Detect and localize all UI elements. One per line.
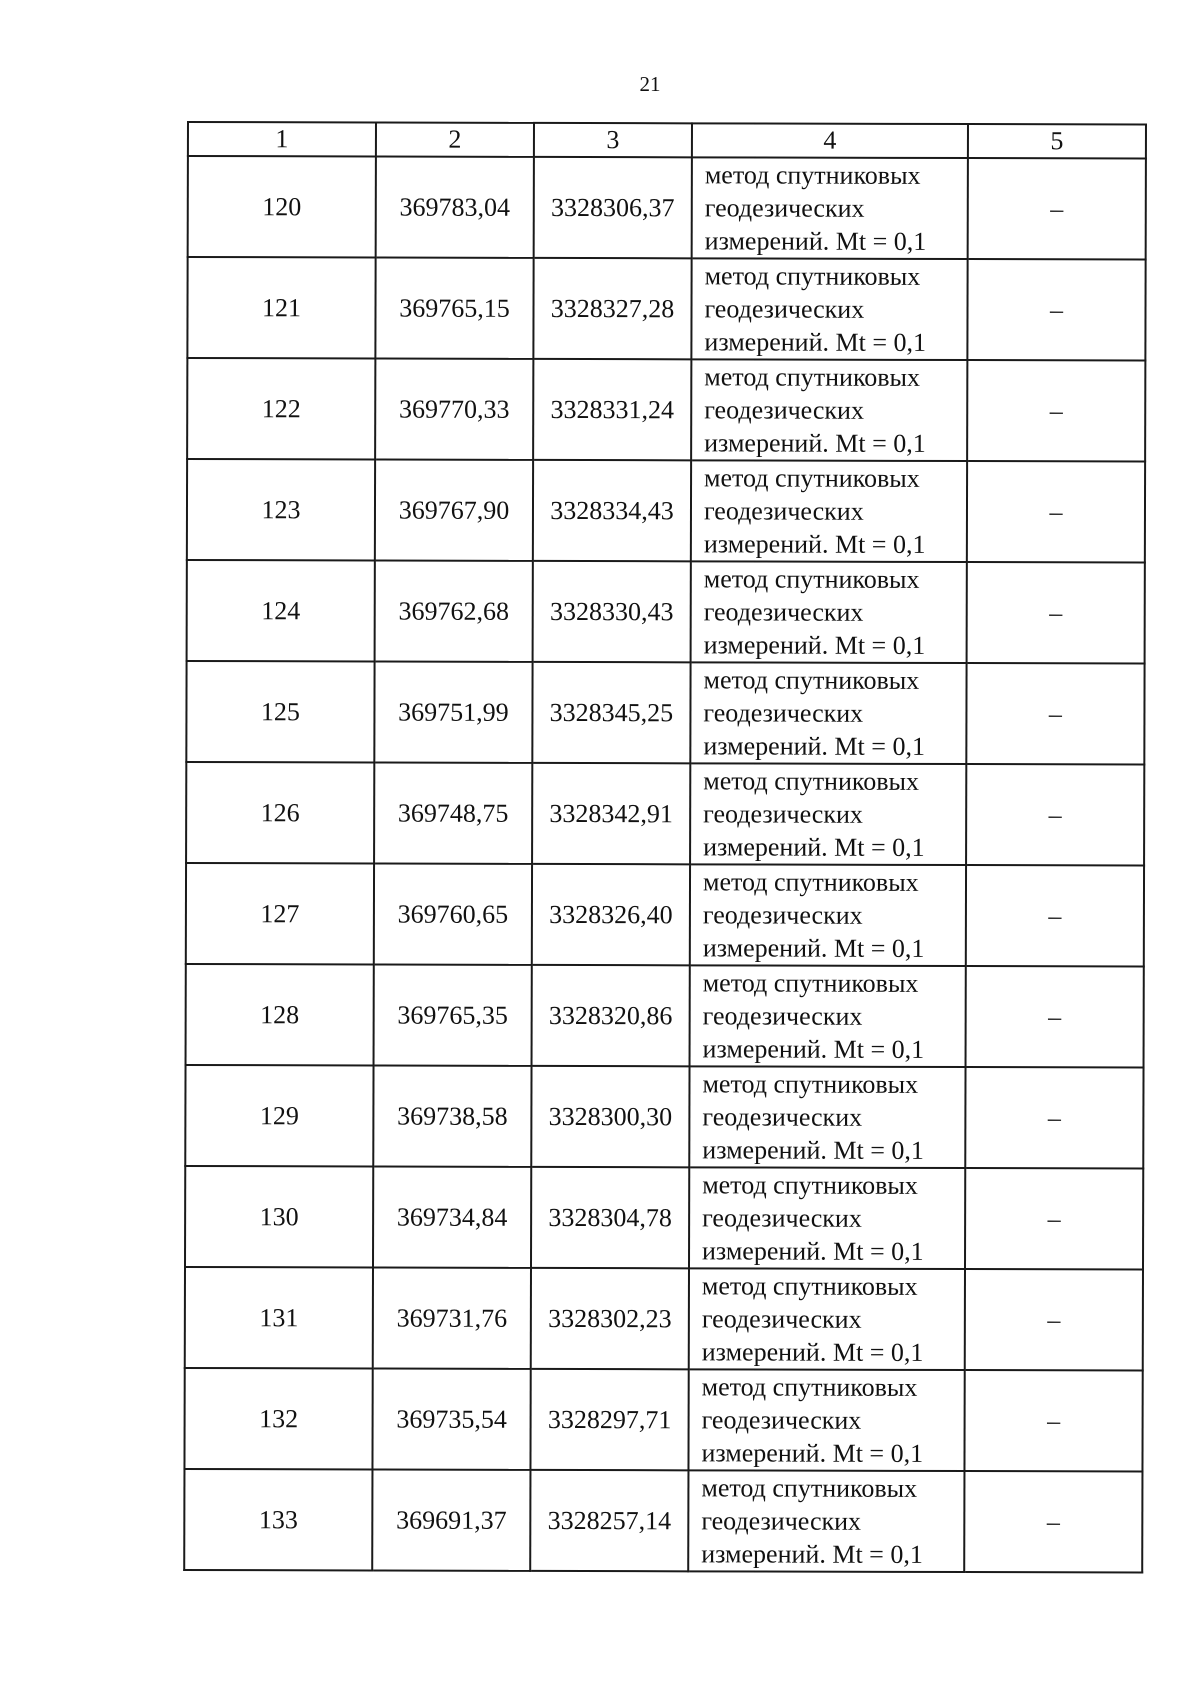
method-line: измерений. Mt = 0,1 [702, 1034, 925, 1064]
y-coordinate-cell: 3328302,23 [531, 1268, 689, 1369]
point-number-cell: 130 [185, 1166, 373, 1267]
x-coordinate-cell: 369760,65 [374, 863, 532, 964]
y-coordinate-cell: 3328331,24 [533, 359, 691, 460]
x-coordinate-cell: 369691,37 [372, 1469, 530, 1570]
point-number-cell: 126 [186, 762, 374, 863]
page-number: 21 [639, 72, 661, 96]
x-coordinate-cell: 369735,54 [372, 1368, 530, 1469]
method-line: геодезических [701, 1405, 862, 1435]
header-row [188, 122, 1146, 159]
method-line: метод спутниковых [702, 1069, 919, 1099]
method-line: измерений. Mt = 0,1 [702, 1236, 924, 1266]
method-cell [688, 1470, 964, 1572]
method-line: метод спутниковых [702, 867, 919, 897]
note-cell: – [965, 1067, 1143, 1168]
method-line: геодезических [701, 1304, 862, 1334]
method-line: измерений. Mt = 0,1 [702, 933, 925, 963]
method-line: метод спутниковых [703, 766, 920, 796]
method-cell [691, 460, 967, 562]
point-number-cell: 129 [185, 1065, 373, 1166]
note-cell: – [967, 259, 1145, 360]
x-coordinate-cell: 369738,58 [373, 1065, 531, 1166]
method-line: метод спутниковых [704, 463, 920, 493]
coordinates-table [183, 121, 1147, 1574]
method-line: геодезических [704, 395, 865, 425]
x-coordinate-cell: 369783,04 [376, 156, 534, 257]
x-coordinate-cell: 369765,15 [375, 257, 533, 358]
x-coordinate-cell: 369731,76 [373, 1267, 531, 1368]
y-coordinate-cell: 3328334,43 [533, 460, 691, 561]
method-line: метод спутниковых [704, 362, 921, 392]
table-header [188, 122, 1146, 159]
method-line: геодезических [704, 294, 865, 324]
y-coordinate-cell: 3328342,91 [532, 763, 690, 864]
note-cell: – [966, 764, 1144, 865]
method-line: метод спутниковых [701, 1271, 918, 1301]
method-line: метод спутниковых [704, 160, 921, 190]
header-cell-3: 3 [534, 123, 692, 157]
method-line: метод спутниковых [701, 1372, 918, 1402]
y-coordinate-cell: 3328257,14 [530, 1470, 688, 1571]
method-line: геодезических [702, 1001, 863, 1031]
method-cell [689, 1268, 965, 1370]
method-cell [692, 157, 968, 259]
method-line: метод спутниковых [702, 968, 919, 998]
note-cell: – [966, 663, 1144, 764]
note-cell: – [964, 1471, 1142, 1572]
point-number-cell: 133 [184, 1469, 372, 1570]
table-row [186, 762, 1144, 866]
note-cell: – [968, 158, 1146, 259]
method-cell [689, 1167, 965, 1269]
x-coordinate-cell: 369762,68 [375, 560, 533, 661]
point-number-cell: 125 [186, 661, 374, 762]
method-cell [690, 864, 966, 966]
method-line: геодезических [703, 597, 864, 627]
table-row [188, 156, 1146, 260]
x-coordinate-cell: 369765,35 [374, 964, 532, 1065]
method-line: измерений. Mt = 0,1 [704, 226, 927, 256]
header-cell-1: 1 [188, 122, 376, 156]
point-number-cell: 131 [185, 1267, 373, 1368]
table-body [184, 156, 1146, 1573]
table-row [186, 863, 1144, 967]
point-number-cell: 120 [188, 156, 376, 257]
note-cell: – [964, 1370, 1142, 1471]
table-row [186, 964, 1144, 1068]
y-coordinate-cell: 3328320,86 [532, 965, 690, 1066]
table-row [187, 459, 1145, 563]
method-line: геодезических [703, 698, 864, 728]
y-coordinate-cell: 3328330,43 [533, 561, 691, 662]
x-coordinate-cell: 369770,33 [375, 358, 533, 459]
method-line: геодезических [704, 193, 865, 223]
point-number-cell: 121 [187, 257, 375, 358]
table-row [187, 560, 1145, 664]
point-number-cell: 127 [186, 863, 374, 964]
method-line: метод спутниковых [702, 1170, 918, 1200]
y-coordinate-cell: 3328300,30 [531, 1066, 689, 1167]
table-row [185, 1267, 1143, 1371]
note-cell: – [965, 1269, 1143, 1370]
method-line: измерений. Mt = 0,1 [701, 1438, 924, 1468]
method-line: геодезических [703, 799, 863, 829]
method-line: измерений. Mt = 0,1 [701, 1539, 923, 1569]
y-coordinate-cell: 3328297,71 [530, 1369, 688, 1470]
method-line: измерений. Mt = 0,1 [702, 1135, 924, 1165]
method-line: геодезических [703, 496, 864, 526]
method-cell [691, 258, 967, 360]
method-cell [691, 561, 967, 663]
method-line: измерений. Mt = 0,1 [703, 731, 926, 761]
method-cell [691, 359, 967, 461]
y-coordinate-cell: 3328304,78 [531, 1167, 689, 1268]
method-line: измерений. Mt = 0,1 [703, 832, 925, 862]
method-line: геодезических [702, 900, 863, 930]
method-line: измерений. Mt = 0,1 [704, 428, 926, 458]
method-line: измерений. Mt = 0,1 [703, 630, 926, 660]
table-row [185, 1166, 1143, 1270]
note-cell: – [967, 461, 1145, 562]
table-row [186, 661, 1144, 765]
point-number-cell: 122 [187, 358, 375, 459]
y-coordinate-cell: 3328326,40 [532, 864, 690, 965]
note-cell: – [967, 562, 1145, 663]
x-coordinate-cell: 369748,75 [374, 762, 532, 863]
point-number-cell: 128 [186, 964, 374, 1065]
table-row [184, 1469, 1142, 1573]
y-coordinate-cell: 3328306,37 [534, 157, 692, 258]
point-number-cell: 124 [187, 560, 375, 661]
y-coordinate-cell: 3328345,25 [532, 662, 690, 763]
x-coordinate-cell: 369767,90 [375, 459, 533, 560]
method-cell [688, 1369, 964, 1471]
method-line: геодезических [701, 1506, 862, 1536]
method-cell [690, 763, 966, 865]
method-line: геодезических [702, 1203, 862, 1233]
header-cell-2: 2 [376, 122, 534, 156]
point-number-cell: 132 [184, 1368, 372, 1469]
note-cell: – [965, 1168, 1143, 1269]
note-cell: – [967, 360, 1145, 461]
method-line: метод спутниковых [704, 261, 921, 291]
method-line: метод спутниковых [703, 665, 920, 695]
note-cell: – [966, 865, 1144, 966]
note-cell: – [966, 966, 1144, 1067]
x-coordinate-cell: 369751,99 [374, 661, 532, 762]
method-line: метод спутниковых [701, 1473, 918, 1503]
table-row [185, 1065, 1143, 1169]
method-cell [690, 965, 966, 1067]
method-cell [690, 662, 966, 764]
method-line: измерений. Mt = 0,1 [701, 1337, 924, 1367]
table-row [187, 358, 1145, 462]
method-line: измерений. Mt = 0,1 [703, 529, 926, 559]
table-row [184, 1368, 1142, 1472]
method-line: геодезических [702, 1102, 863, 1132]
x-coordinate-cell: 369734,84 [373, 1166, 531, 1267]
point-number-cell: 123 [187, 459, 375, 560]
table-row [187, 257, 1145, 361]
method-line: измерений. Mt = 0,1 [704, 327, 927, 357]
y-coordinate-cell: 3328327,28 [533, 258, 691, 359]
header-cell-4: 4 [692, 123, 968, 158]
method-cell [689, 1066, 965, 1168]
header-cell-5: 5 [968, 124, 1146, 158]
method-line: метод спутниковых [703, 564, 920, 594]
